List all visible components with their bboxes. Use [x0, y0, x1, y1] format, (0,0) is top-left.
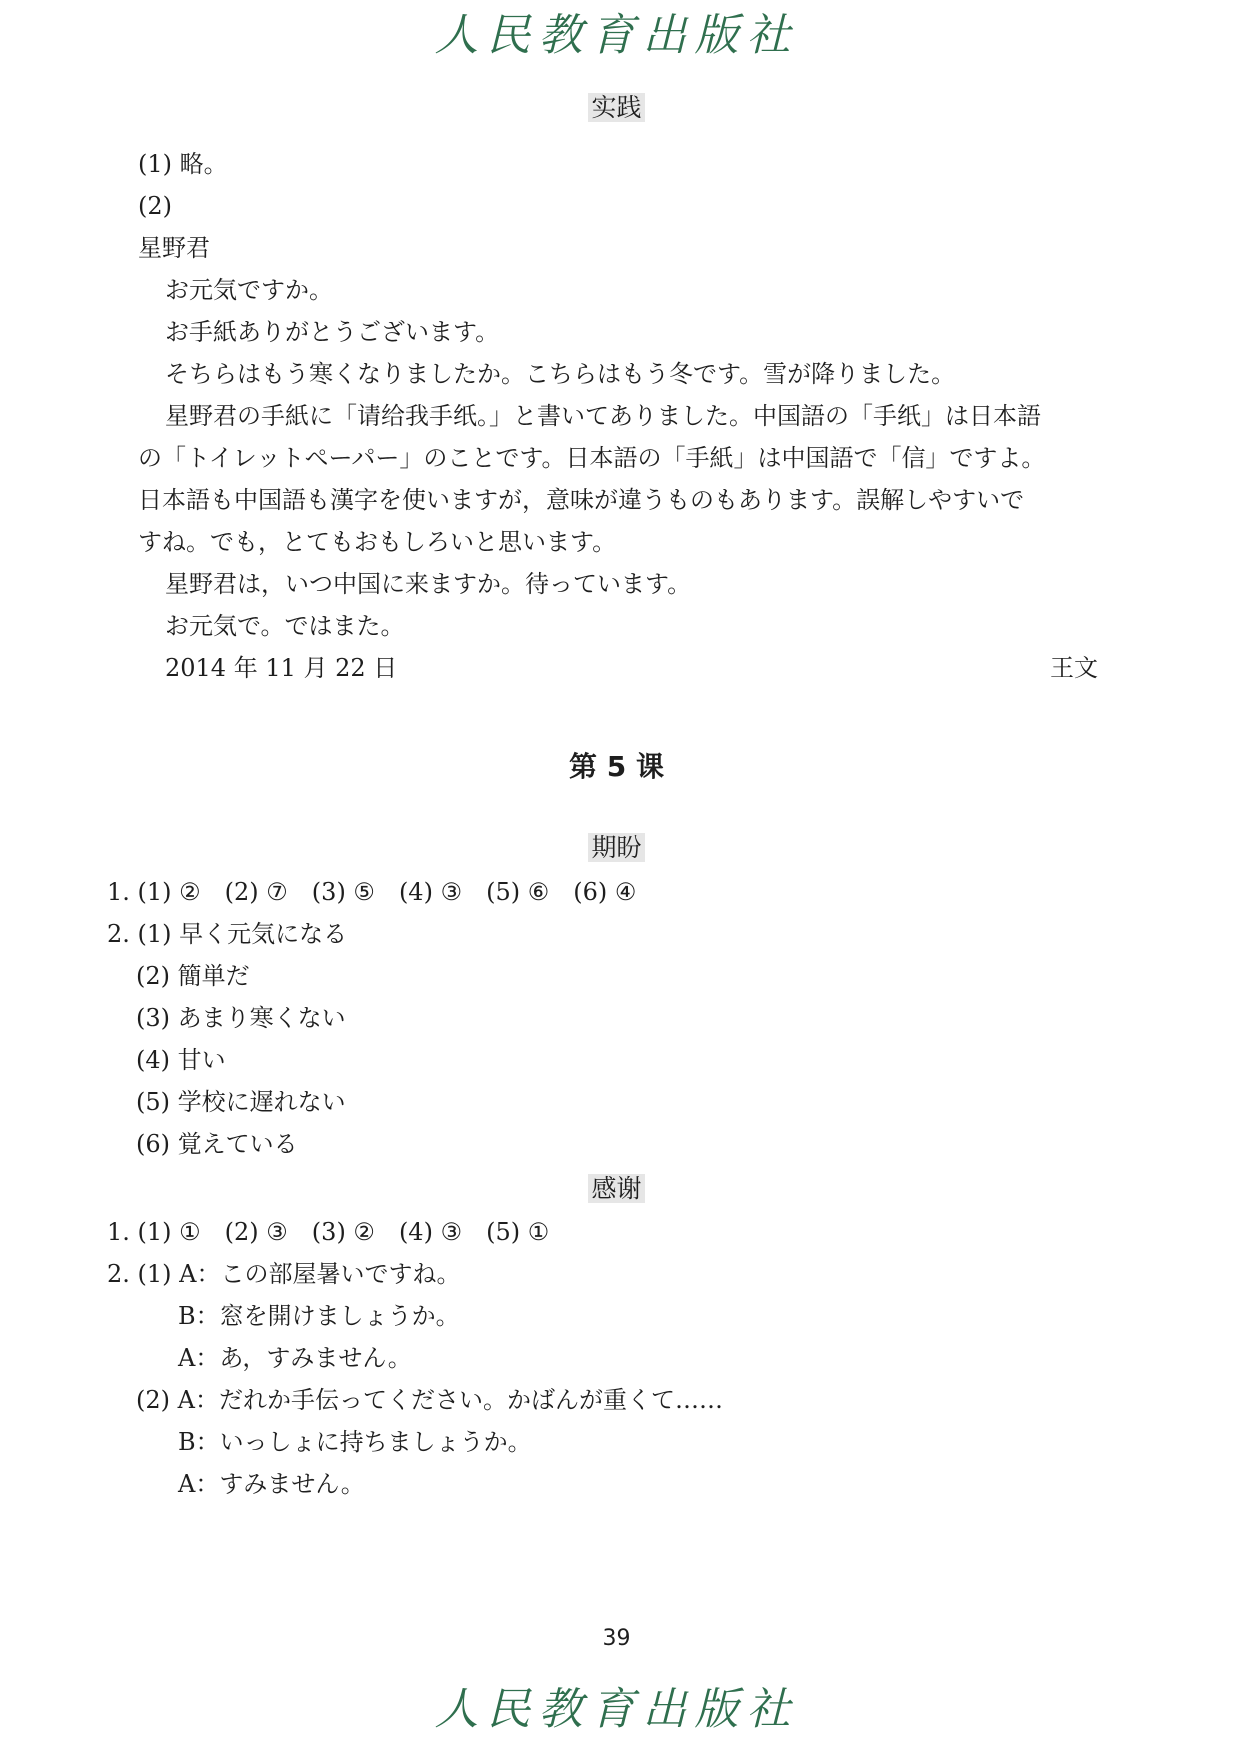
section-heading-practice: 实践	[0, 93, 1233, 123]
thanks-dialogue-2-line-2: B：いっしょに持ちましょうか。	[178, 1428, 532, 1456]
practice-item-1: (1) 略。	[138, 150, 228, 178]
section-heading-expectation: 期盼	[0, 833, 1233, 863]
expectation-question-1: 1. (1) ② (2) ⑦ (3) ⑤ (4) ③ (5) ⑥ (6) ④	[107, 878, 637, 906]
thanks-dialogue-2-line-1: (2) A：だれか手伝ってください。かばんが重くて……	[136, 1386, 723, 1414]
letter-paragraph-4-line-1: 星野君の手紙に「请给我手纸。」と書いてありました。中国語の「手纸」は日本語	[165, 402, 1041, 430]
letter-salutation: 星野君	[138, 234, 210, 262]
thanks-dialogue-2-line-3: A：すみません。	[178, 1470, 365, 1498]
letter-signature: 王文	[1050, 654, 1098, 682]
publisher-logo-bottom: 人民教育出版社	[434, 1684, 799, 1735]
lesson-title: 第 5 课	[569, 750, 664, 783]
page-number: 39	[602, 1626, 631, 1651]
practice-item-2: (2)	[138, 192, 172, 220]
letter-date: 2014 年 11 月 22 日	[165, 654, 398, 682]
expectation-q2-item-5: (5) 学校に遅れない	[136, 1088, 346, 1116]
expectation-q2-item-6: (6) 覚えている	[136, 1130, 298, 1158]
expectation-q2-item-3: (3) あまり寒くない	[136, 1004, 346, 1032]
expectation-q2-item-4: (4) 甘い	[136, 1046, 226, 1074]
thanks-dialogue-1-line-1: 2. (1) A：この部屋暑いですね。	[107, 1260, 461, 1288]
letter-paragraph-3: そちらはもう寒くなりましたか。こちらはもう冬です。雪が降りました。	[165, 360, 956, 388]
thanks-question-1: 1. (1) ① (2) ③ (3) ② (4) ③ (5) ①	[107, 1218, 550, 1246]
expectation-q2-item-2: (2) 簡単だ	[136, 962, 250, 990]
letter-paragraph-2: お手紙ありがとうございます。	[165, 318, 500, 346]
letter-paragraph-1: お元気ですか。	[165, 276, 333, 304]
letter-paragraph-6: お元気で。ではまた。	[165, 612, 405, 640]
section-heading-thanks: 感谢	[0, 1174, 1233, 1204]
thanks-dialogue-1-line-3: A：あ，すみません。	[178, 1344, 412, 1372]
letter-paragraph-4-line-4: すね。でも，とてもおもしろいと思います。	[138, 528, 617, 556]
thanks-dialogue-1-line-2: B：窓を開けましょうか。	[178, 1302, 460, 1330]
publisher-logo-top: 人民教育出版社	[434, 10, 799, 61]
letter-paragraph-4-line-3: 日本語も中国語も漢字を使いますが，意味が違うものもあります。誤解しやすいで	[138, 486, 1025, 514]
expectation-q2-item-1: 2. (1) 早く元気になる	[107, 920, 348, 948]
letter-paragraph-4-line-2: の「トイレットペーパー」のことです。日本語の「手紙」は中国語で「信」ですよ。	[138, 444, 1046, 472]
letter-paragraph-5: 星野君は，いつ中国に来ますか。待っています。	[165, 570, 692, 598]
